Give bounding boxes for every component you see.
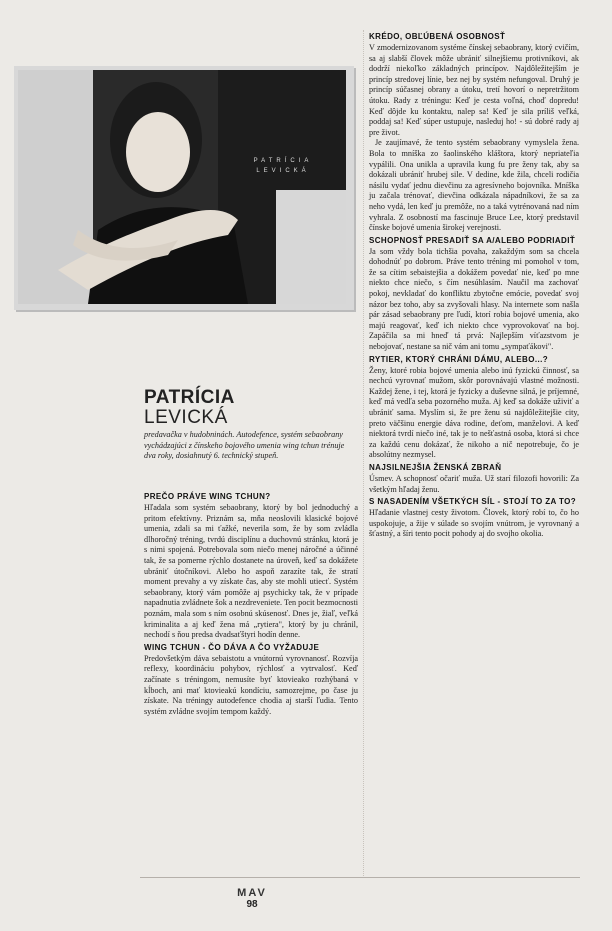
text-knight: Ženy, ktoré robia bojové umenia alebo inú fyzickú činnosť, sa nechcú vyrovnať mužom, skôr porovnávajú vlastné možnosti. Každej žene, i tej, ktorá je fyzicky a duševne silná, je príjemné, keď má vedľa seba pozorného muža. Aj keď sa dokáže uživiť a ubrániť sama. Myslím si, že pre ženu sú najdôležitejšie city, preto väčšinu energie dáva rodine, deťom, manželovi. A keď niektorá tvrdí niečo iné, tak je to nešťastná osoba, ktorá si chce za každú cenu dokázať, že nikoho a nič nepotrebuje, čo je absolútny nezmysel. [369,365,579,460]
portrait-illustration [18,70,346,304]
photo-caption-line2: LEVICKÁ [256,168,310,174]
text-assert: Ja som vždy bola tichšia povaha, zakaždým som sa chcela dohodnúť po dobrom. Práve tento tréning mi pomohol v tom, že sa cítim sebaistejšia a dokážem povedať nie, keď po mne niekto chce niečo, s čím nesúhlasím. Naučil ma zachovať pokoj, nevkladať do konfliktu zbytočne emócie, povedať svoj názor bez toho, aby sa zvyšovali hlasy. Na internete som našla pár zásad sebaobrany pre ľudí, ktorí robia bojové umenia, ako majú reagovať, keď ich niekto chce vyprovokovať na boj. Zapáčila sa mi hneď tá prvá: Najlepším víťazstvom je nebojovať, nestane sa nič vám ani tomu „sympaťákovi". [369,246,579,352]
text-worth-it: Hľadanie vlastnej cesty životom. Človek, ktorý robí to, čo ho uspokojuje, a žije v súlade so svojím vnútrom, je vyrovnaný a šťastný, a šíri tento pocit pohody aj do svojho okolia. [369,508,579,539]
first-name: PATRÍCIA [144,387,235,408]
magazine-logo: MAV [237,887,267,899]
intro-text: predavačka v hudobninách. Autodefence, systém sebaobrany vychádzajúci z čínskeho bojového umenia wing tchun trénuje dva roky, dosiahnutý 6. technický stupeň. [144,430,345,461]
text-credo: V zmodernizovanom systéme čínskej sebaobrany, ktorý cvičím, sa aj slabší človek môže ubrániť silnejšiemu protivníkovi, ak dodrží niekoľko základných princípov. Najdôležitejším je princíp stredovej línie, bez nej by systém nefungoval. Druhý je princíp súčasnej obrany a útoku, tretí hovorí o nepretržitom útoku. Rady z tréningu: Keď je cesta voľná, choď dopredu! Keď dôjde ku kontaktu, nalep sa! Keď je sila príliš veľká, poddaj sa! Keď súper ustupuje, nasleduj ho! - sú dobré rady aj pre život. [369,43,579,137]
right-column [369,30,579,540]
heading-assert: SCHOPNOSŤ PRESADIŤ SA A/ALEBO PODRIADIŤ [369,235,576,245]
last-name: LEVICKÁ [144,407,228,428]
text-what-it-gives: Predovšetkým dáva sebaistotu a vnútornú vyrovnanosť. Rozvíja reflexy, koordináciu pohybov, rýchlosť a vytrvalosť. Keď začínate s tréningom, nemusíte byť ktovieako rozhýbaná v kĺboch, ani mať ktovieakú kondíciu, samozrejme, po čase ju získate. Na tréningy autodefence chodia aj starší ľudia. Tento systém zvládne svojím tempom každý. [144,653,358,716]
heading-credo: KRÉDO, OBĽÚBENÁ OSOBNOSŤ [369,32,506,41]
text-weapon: Úsmev. A schopnosť očariť muža. Už starí filozofi hovorili: Za všetkým hľadaj ženu. [369,473,579,494]
left-column [144,490,358,717]
portrait-photo [18,70,346,304]
heading-why-wing-tchun: PREČO PRÁVE WING TCHUN? [144,492,271,501]
heading-worth-it: S NASADENÍM VŠETKÝCH SÍL - STOJÍ TO ZA TO? [369,497,577,507]
photo-caption-line1: PATRÍCIA [253,158,313,164]
portrait-photo-frame [14,66,354,310]
text-credo-2: Je zaujímavé, že tento systém sebaobrany vymyslela žena. Bola to mníška zo šaolinského kláštora, ktorý nepriateľia vypálili. Ona unikla a upravila kung fu pre ženy tak, aby sa dokázali ubrániť hrubej sile. V dedine, kde žila, chceli rodičia násilu vydať jednu dievčinu za agresívneho bojovníka. Mníška ju začala trénovať, dievčina odkázala nápadníkovi, že sa za neho vydá, len keď ju premôže, no a taká vytrénovaná nad ním vyhrala. Z osobností ma fascinuje Bruce Lee, ktorý predstavil čínske bojové umenia širokej verejnosti. [369,138,579,233]
heading-what-it-gives: WING TCHUN - ČO DÁVA A ČO VYŽADUJE [144,642,320,652]
name-block [144,388,358,462]
heading-knight: RYTIER, KTORÝ CHRÁNI DÁMU, ALEBO...? [369,354,548,364]
footer-rule [140,877,580,878]
page-number: 98 [246,899,258,910]
text-why-wing-tchun: Hľadala som systém sebaobrany, ktorý by bol jednoduchý a pritom efektívny. Priznám sa, mňa neoslovili klasické bojové umenia, zdali sa mi ťažké, neverila som, že by som zvládla dlhoročný tréning, tvrdú disciplínu a duchovnú stránku, ktorá je s nimi spojená. Potrebovala som niečo menej náročné a účinné tak, že sa pomerne rýchlo dostanete na úroveň, keď sa dokážete ubrániť útočníkovi. Alebo ho aspoň zarazíte tak, že stratí moment prevahy a vy získate čas, aby ste mohli utiecť. Systém sebaobrany, ktorý vám pomôže aj psychicky tak, že v prípade napadnutia zvládnete šok a nezdreveniete. Ten pocit bezmocnosti poznám, mala som s ním osobnú skúsenosť. Dnes je, žiaľ, veľká kriminalita a aj keď žena má „rytiera", ktorý by ju chránil, nechodí s ňou predsa dvadsaťštyri hodín denne. [144,503,358,640]
photo-caption [238,156,328,176]
column-divider [363,30,364,876]
heading-weapon: NAJSILNEJŠIA ŽENSKÁ ZBRAŇ [369,462,502,472]
footer [232,887,272,910]
